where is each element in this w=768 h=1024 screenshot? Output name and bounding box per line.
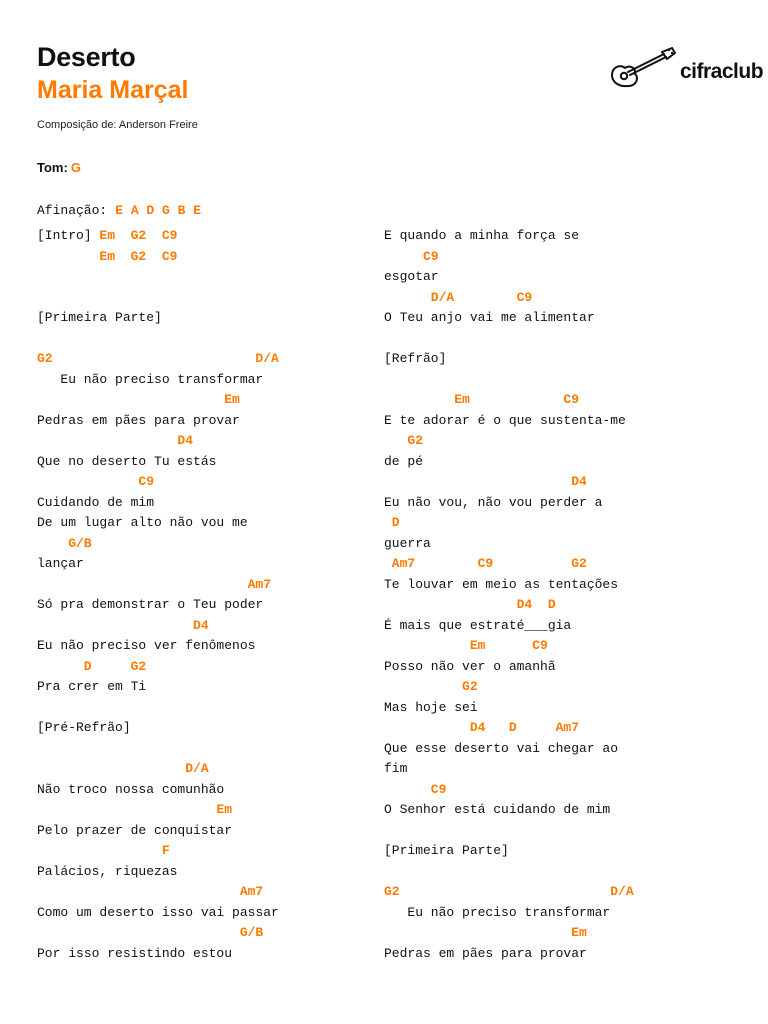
lyric-line: E te adorar é o que sustenta-me — [384, 412, 626, 428]
lyric-line: Mas hoje sei — [384, 699, 478, 715]
lyric-line: [Pré-Refrão] — [37, 720, 131, 735]
lyric-line: Pedras em pães para provar — [37, 412, 240, 428]
blank-line — [384, 862, 634, 883]
chord-line[interactable]: Em C9 — [384, 392, 580, 407]
chord-line[interactable]: C9 — [384, 781, 447, 797]
blank-line — [384, 821, 634, 842]
lyric-line: Eu não preciso ver fenômenos — [37, 638, 256, 653]
chord-line[interactable]: Em G2 C9 — [37, 248, 178, 264]
lyric-line: É mais que estraté___gia — [384, 617, 572, 633]
chord-line[interactable]: Em C9 — [384, 638, 548, 653]
lyric-line: Pedras em pães para provar — [384, 945, 587, 961]
lyric-line: lançar — [37, 556, 84, 571]
tom-value[interactable]: G — [70, 160, 81, 175]
lyrics-column-left — [37, 226, 279, 964]
chord-line[interactable]: Em — [37, 802, 233, 817]
blank-line — [384, 370, 634, 391]
chord-line[interactable]: D4 — [37, 433, 194, 448]
chord-line[interactable]: C9 — [37, 474, 155, 489]
lyric-line: Te louvar em meio as tentações — [384, 576, 619, 592]
blank-line — [37, 329, 279, 350]
blank-line — [37, 739, 279, 760]
lyric-line: Pra crer em Ti — [37, 679, 147, 694]
lyric-line: fim — [384, 761, 408, 776]
lyric-line: Cuidando de mim — [37, 494, 155, 510]
blank-line — [37, 267, 279, 288]
lyric-line: O Teu anjo vai me alimentar — [384, 310, 595, 325]
lyric-line: esgotar — [384, 269, 439, 284]
chord-line[interactable]: D4 D Am7 — [384, 720, 580, 735]
lyrics-column-right — [384, 226, 634, 964]
lyric-line: Por isso resistindo estou — [37, 945, 233, 961]
chord-line[interactable]: G2 D/A — [384, 884, 634, 899]
chord-line[interactable]: G2 — [384, 679, 478, 694]
lyric-line: [Primeira Parte] — [37, 310, 162, 325]
chord-line[interactable]: G/B — [37, 925, 264, 940]
lyric-line: Só pra demonstrar o Teu poder — [37, 597, 264, 612]
chord-line[interactable]: Am7 — [37, 884, 264, 899]
song-title: Deserto — [37, 42, 136, 72]
afinacao-value[interactable]: E A D G B E — [115, 203, 202, 218]
chord-line[interactable]: Am7 — [37, 576, 272, 592]
chord-line[interactable]: G/B — [37, 535, 92, 551]
lyric-line: Pelo prazer de conquistar — [37, 822, 233, 838]
lyric-line: guerra — [384, 535, 431, 551]
lyric-line: Não troco nossa comunhão — [37, 781, 225, 797]
chord-line[interactable]: G2 — [384, 433, 424, 448]
chord-line[interactable]: D4 — [384, 474, 587, 489]
chord-line[interactable]: D G2 — [37, 658, 147, 674]
lyric-line: De um lugar alto não vou me — [37, 515, 248, 530]
chord-line[interactable]: D — [384, 515, 400, 530]
composer-credit: Composição de: Anderson Freire — [37, 119, 198, 131]
artist-name: Maria Marçal — [37, 76, 189, 104]
cifraclub-logo[interactable] — [606, 47, 763, 96]
afinacao-label: Afinação: — [37, 203, 108, 218]
lyric-line: Que esse deserto vai chegar ao — [384, 740, 619, 756]
lyric-line: Como um deserto isso vai passar — [37, 904, 279, 920]
chord-line[interactable]: Em — [384, 925, 587, 940]
lyric-line: E quando a minha força se — [384, 228, 580, 243]
blank-line — [37, 698, 279, 719]
lyric-line: de pé — [384, 453, 424, 469]
chord-line[interactable]: D/A C9 — [384, 289, 533, 305]
blank-line — [384, 329, 634, 350]
lyric-line: [Primeira Parte] — [384, 843, 509, 858]
song-key — [37, 160, 81, 175]
chord-line[interactable]: D/A — [37, 761, 209, 776]
blank-line — [37, 288, 279, 309]
lyric-line: Que no deserto Tu estás — [37, 453, 217, 469]
inline-chords[interactable]: Em G2 C9 — [99, 228, 178, 243]
lyric-line: Eu não preciso transformar — [37, 371, 264, 387]
lyric-line: Eu não preciso transformar — [384, 904, 611, 920]
chord-line[interactable]: D4 D — [384, 597, 556, 612]
chord-line[interactable]: G2 D/A — [37, 351, 279, 366]
chord-line[interactable]: D4 — [37, 617, 209, 633]
chord-line[interactable]: Am7 C9 G2 — [384, 556, 587, 571]
chord-line[interactable]: C9 — [384, 248, 439, 264]
logo-text: cifraclub — [680, 59, 764, 83]
tuning — [37, 203, 201, 218]
lyric-line: [Intro] Em G2 C9 — [37, 228, 178, 243]
lyric-line: [Refrão] — [384, 351, 447, 366]
lyric-line: Posso não ver o amanhã — [384, 658, 556, 674]
chord-line[interactable]: Em — [37, 392, 240, 407]
lyric-line: Eu não vou, não vou perder a — [384, 494, 603, 510]
tom-label: Tom: — [37, 160, 68, 175]
lyric-line: Palácios, riquezas — [37, 863, 178, 879]
chord-line[interactable]: F — [37, 843, 170, 858]
guitar-icon — [606, 47, 678, 96]
lyric-line: O Senhor está cuidando de mim — [384, 802, 611, 817]
